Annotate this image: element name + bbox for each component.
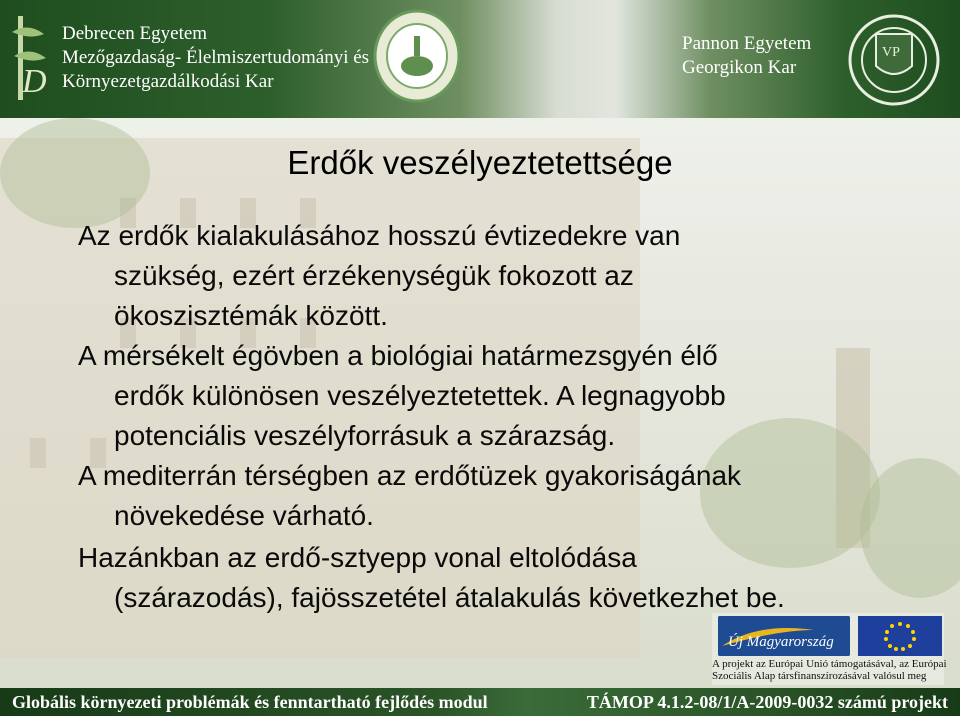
paragraph-line: potenciális veszélyforrásuk a szárazság. (114, 420, 616, 451)
paragraph-line: A mérsékelt égövben a biológiai határmezsgyén élő (78, 340, 718, 371)
svg-text:Új Magyarország: Új Magyarország (728, 634, 834, 650)
paragraph-mediterranean (78, 456, 928, 536)
paragraph-line: erdők különösen veszélyeztetettek. A legnagyobb (114, 380, 726, 411)
paragraph-line: ökoszisztémák között. (114, 300, 388, 331)
institution-name: Debrecen Egyetem (62, 23, 208, 44)
dek-logo (8, 12, 54, 104)
paragraph-line: (szárazodás), fajösszetétel átalakulás következhet be. (114, 582, 785, 613)
uj-magyarorszag-logo (718, 616, 850, 656)
faculty-name: Georgikon Kar (682, 57, 797, 78)
footer-module-title: Globális környezeti problémák és fenntartható fejlődés modul (12, 692, 488, 712)
pannon-university-crest (846, 10, 942, 110)
paragraph-hungary (78, 538, 928, 618)
funding-line2: Szociális Alap társfinanszírozásával valósul meg (712, 670, 927, 682)
svg-text:VP: VP (882, 45, 900, 60)
faculty-name-line1: Mezőgazdaság- Élelmiszertudományi és (62, 47, 370, 68)
paragraph-forest-formation (78, 216, 928, 336)
paragraph-line: A mediterrán térségben az erdőtüzek gyakoriságának (78, 460, 742, 491)
funding-statement (712, 658, 952, 682)
paragraph-line: Az erdők kialakulásához hosszú évtizedekre van (78, 220, 681, 251)
faculty-name-line2: Környezetgazdálkodási Kar (62, 71, 274, 92)
paragraph-line: Hazánkban az erdő-sztyepp vonal eltolódása (78, 542, 637, 573)
eu-flag-icon (858, 616, 942, 656)
paragraph-line: szükség, ezért érzékenységük fokozott az (114, 260, 634, 291)
university-name: Pannon Egyetem (682, 33, 812, 54)
svg-text:D: D (22, 63, 47, 100)
funding-line1: A projekt az Európai Unió támogatásával, az Európai (712, 658, 947, 670)
header-left-institution (62, 22, 369, 94)
footer-project-id: TÁMOP 4.1.2-08/1/A-2009-0032 számú projekt (586, 692, 948, 712)
header-right-institution (682, 32, 811, 80)
paragraph-line: növekedése várható. (114, 500, 374, 531)
paragraph-temperate-zone (78, 336, 928, 456)
faculty-seal-logo (372, 8, 462, 104)
slide-title: Erdők veszélyeztetettsége (287, 144, 673, 181)
